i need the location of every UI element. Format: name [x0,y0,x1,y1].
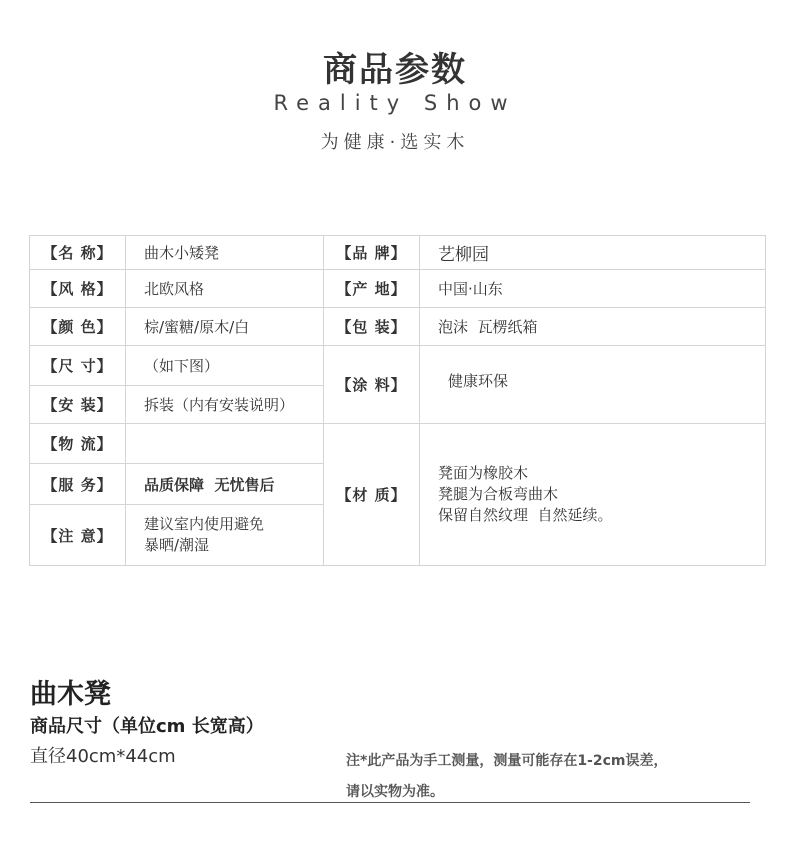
material-value [420,424,765,565]
size-value: （如下图） [144,357,220,375]
page-subtitle: Reality Show [273,91,517,115]
package-label: 【包 装】 [336,318,407,336]
origin-label: 【产 地】 [336,280,407,298]
page-slogan: 为健康·选实木 [320,132,470,153]
brand-label: 【品 牌】 [336,244,407,262]
coating-label: 【涂 料】 [336,376,407,394]
color-value: 棕/蜜糖/原木/白 [144,318,250,336]
material-line: 凳面为橡胶木 [438,464,529,482]
table-border-right [765,235,766,566]
service-label: 【服 务】 [42,475,113,494]
name-label: 【名 称】 [42,244,113,262]
brand-value: 艺柳园 [438,245,489,265]
size-label: 【尺 寸】 [42,357,113,375]
product-name: 曲木凳 [30,679,111,710]
package-value: 泡沫 瓦楞纸箱 [438,318,538,336]
size-heading: 商品尺寸（单位cm 长宽高） [30,716,264,737]
color-label: 【颜 色】 [42,318,113,336]
bottom-divider [30,802,750,803]
install-label: 【安 装】 [42,396,113,414]
note-line: 注*此产品为手工测量，测量可能存在1-2cm误差， [346,753,668,769]
notice-line: 暴晒/潮湿 [144,536,210,554]
notice-line: 建议室内使用避免 [144,515,265,533]
coating-value: 健康环保 [448,371,509,390]
notice-label: 【注 意】 [42,526,113,545]
install-value: 拆装（内有安装说明） [144,396,295,414]
logistics-label: 【物 流】 [42,435,113,453]
notice-value [126,505,323,565]
table-border-bottom [29,565,766,566]
style-value: 北欧风格 [144,280,205,298]
style-label: 【风 格】 [42,280,113,298]
origin-value: 中国·山东 [438,280,503,298]
name-value: 曲木小矮凳 [144,244,220,262]
measurement-note [346,746,668,808]
material-line: 凳腿为合板弯曲木 [438,485,559,503]
logistics-value [126,424,323,463]
page-title: 商品参数 [323,50,467,90]
material-line: 保留自然纹理 自然延续。 [438,506,613,524]
material-label: 【材 质】 [336,486,407,504]
product-dimension: 直径40cm*44cm [30,746,176,767]
service-value: 品质保障 无忧售后 [144,475,275,494]
note-line: 请以实物为准。 [346,784,444,800]
